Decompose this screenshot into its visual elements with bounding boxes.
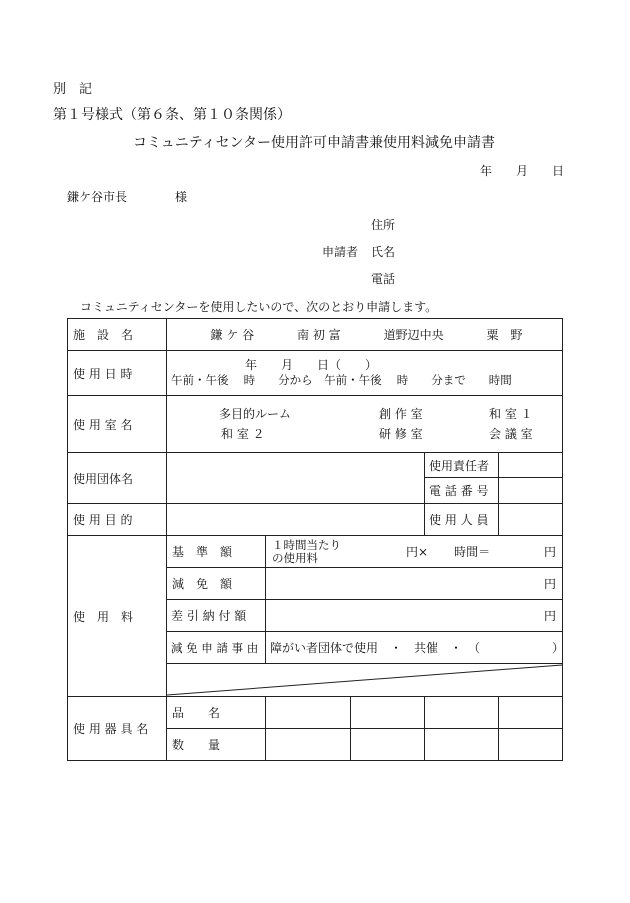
qty-input-2[interactable] bbox=[351, 729, 425, 761]
room-option-meeting[interactable]: 会 議 室 bbox=[489, 427, 533, 441]
fee-label: 使 用 料 bbox=[73, 609, 134, 624]
room-option-training[interactable]: 研 修 室 bbox=[379, 427, 423, 441]
phone-label: 電話 bbox=[371, 272, 396, 286]
reduction-amount-cell[interactable] bbox=[266, 568, 563, 600]
group-label-cell bbox=[68, 453, 167, 504]
net-payment-cell[interactable] bbox=[266, 600, 563, 632]
group-label: 使用団体名 bbox=[73, 471, 134, 486]
facility-option-kamagaya[interactable]: 鎌 ケ 谷 bbox=[210, 328, 255, 342]
responsible-label-cell bbox=[425, 453, 499, 478]
equipment-label-cell bbox=[68, 697, 167, 761]
diagonal-line bbox=[167, 664, 562, 696]
facility-row bbox=[68, 319, 563, 351]
group-phone-input[interactable] bbox=[499, 478, 563, 504]
item-input-3[interactable] bbox=[425, 697, 499, 729]
responsible-input[interactable] bbox=[499, 453, 563, 478]
fee-label-cell bbox=[68, 536, 167, 697]
purpose-label-cell bbox=[68, 504, 167, 536]
people-input[interactable] bbox=[499, 504, 563, 536]
purpose-row bbox=[68, 504, 563, 536]
reason-label-cell bbox=[167, 632, 266, 664]
addressee: 鎌ケ谷市長 bbox=[67, 190, 128, 204]
net-yen-text: 円 bbox=[544, 609, 557, 623]
purpose-input[interactable] bbox=[167, 504, 425, 536]
equipment-label: 使 用 器 具 名 bbox=[73, 722, 149, 736]
applicant-label: 申請者 bbox=[322, 245, 359, 259]
responsible-label: 使用責任者 bbox=[429, 458, 490, 473]
diagonal-strike bbox=[167, 664, 562, 696]
page-title: コミュニティセンター使用許可申請書兼使用料減免申請書 bbox=[133, 135, 496, 151]
datetime-line-1: 年 月 日（ ） bbox=[245, 358, 378, 372]
appendix-label: 別 記 bbox=[53, 82, 93, 97]
facility-label: 施 設 名 bbox=[73, 328, 134, 342]
reduction-amount-label: 減 免 額 bbox=[172, 577, 233, 591]
facility-option-minami-hatsutomi[interactable]: 南 初 富 bbox=[297, 328, 341, 342]
hours-equals-text: 時間＝ bbox=[454, 545, 491, 559]
reduction-reason-text: 障がい者団体で使用 ・ 共催 ・ （ ） bbox=[270, 641, 565, 655]
qty-input-3[interactable] bbox=[425, 729, 499, 761]
room-option-creative[interactable]: 創 作 室 bbox=[379, 407, 423, 421]
facility-label-cell bbox=[68, 319, 167, 351]
item-input-4[interactable] bbox=[499, 697, 563, 729]
group-name-input[interactable] bbox=[167, 453, 425, 504]
reduction-reason-label: 減 免 申 請 事 由 bbox=[171, 640, 259, 655]
application-form-table bbox=[67, 318, 563, 761]
room-option-japanese-2[interactable]: 和 室 ２ bbox=[221, 427, 265, 441]
fee-base-row bbox=[68, 536, 563, 568]
net-label-cell bbox=[167, 600, 266, 632]
item-name-label: 品 名 bbox=[172, 706, 221, 720]
people-label: 使 用 人 員 bbox=[429, 513, 489, 527]
item-input-2[interactable] bbox=[351, 697, 425, 729]
room-option-multipurpose[interactable]: 多目的ルーム bbox=[219, 407, 292, 421]
datetime-input-cell[interactable] bbox=[167, 351, 563, 396]
room-label-cell bbox=[68, 396, 167, 453]
name-label: 氏名 bbox=[371, 245, 396, 259]
facility-option-awano[interactable]: 粟 野 bbox=[486, 328, 523, 342]
address-label: 住所 bbox=[371, 218, 396, 232]
room-options-cell[interactable] bbox=[167, 396, 563, 453]
phone-label-cell bbox=[425, 478, 499, 504]
net-payment-label: 差 引 納 付 額 bbox=[171, 609, 247, 623]
date-line: 年 月 日 bbox=[480, 164, 565, 178]
group-row-1 bbox=[68, 453, 563, 478]
group-phone-label: 電 話 番 号 bbox=[429, 484, 489, 498]
room-option-japanese-1[interactable]: 和 室 １ bbox=[489, 407, 533, 421]
base-yen-text: 円 bbox=[544, 545, 557, 559]
room-label: 使 用 室 名 bbox=[73, 417, 133, 432]
qty-input-4[interactable] bbox=[499, 729, 563, 761]
quantity-label: 数 量 bbox=[172, 738, 221, 752]
base-label-cell bbox=[167, 536, 266, 568]
datetime-label-cell bbox=[68, 351, 167, 396]
qty-input-1[interactable] bbox=[266, 729, 351, 761]
equipment-row-1 bbox=[68, 697, 563, 729]
item-input-1[interactable] bbox=[266, 697, 351, 729]
diagonal-cell bbox=[167, 664, 563, 697]
room-row bbox=[68, 396, 563, 453]
base-amount-cell[interactable] bbox=[266, 536, 563, 568]
intro-text: コミュニティセンターを使用したいので、次のとおり申請します。 bbox=[80, 300, 438, 314]
datetime-line-2: 午前・午後 時 分から 午前・午後 時 分まで 時間 bbox=[171, 373, 512, 387]
facility-option-michinobe-chuo[interactable]: 道野辺中央 bbox=[383, 328, 444, 342]
item-label-cell bbox=[167, 697, 266, 729]
facility-options-cell[interactable] bbox=[167, 319, 563, 351]
honorific: 様 bbox=[175, 190, 188, 204]
reduction-reason-cell[interactable] bbox=[266, 632, 563, 664]
purpose-label: 使 用 目 的 bbox=[73, 513, 133, 527]
form-number: 第１号様式（第６条、第１０条関係） bbox=[53, 107, 291, 123]
base-amount-label: 基 準 額 bbox=[172, 545, 233, 559]
qty-label-cell bbox=[167, 729, 266, 761]
people-label-cell bbox=[425, 504, 499, 536]
reduction-label-cell bbox=[167, 568, 266, 600]
base-detail-text: １時間当たり の使用料 bbox=[272, 537, 341, 565]
datetime-row bbox=[68, 351, 563, 396]
yen-times-text: 円× bbox=[406, 545, 429, 559]
datetime-label: 使 用 日 時 bbox=[73, 366, 133, 381]
reduction-yen-text: 円 bbox=[544, 577, 557, 591]
